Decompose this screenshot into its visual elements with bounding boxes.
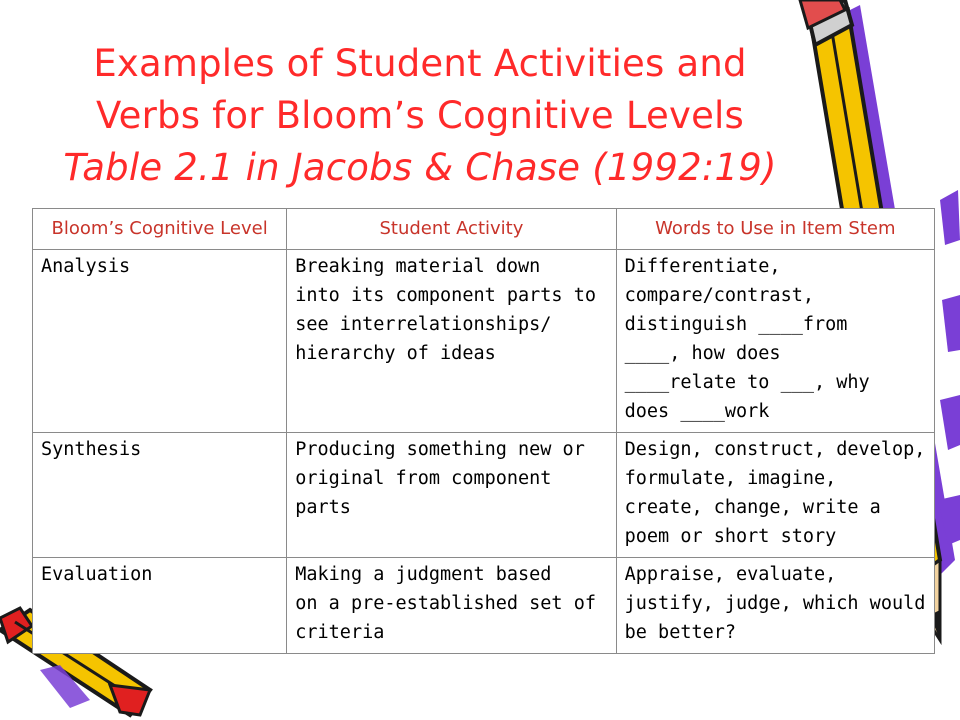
activity-cell: Breaking material down into its component parts to see interrelationships/ hierarchy of ideas (287, 250, 616, 433)
activity-cell: Producing something new or original from component parts (287, 433, 616, 558)
words-cell: Differentiate, compare/contrast, distinguish ____from ____, how does ____relate to ___, why does ____work (616, 250, 934, 433)
table-row (33, 558, 935, 654)
words-cell: Design, construct, develop, formulate, imagine, create, change, write a poem or short story (616, 433, 934, 558)
level-cell: Synthesis (33, 433, 287, 558)
title-line-3: Table 2.1 in Jacobs & Chase (1992:19) (63, 146, 777, 189)
title-line-1: Examples of Student Activities and (93, 42, 747, 85)
header-cognitive-level: Bloom’s Cognitive Level (33, 209, 287, 250)
header-words-item-stem: Words to Use in Item Stem (616, 209, 934, 250)
level-cell: Evaluation (33, 558, 287, 654)
table-row (33, 250, 935, 433)
words-cell: Appraise, evaluate, justify, judge, which would be better? (616, 558, 934, 654)
slide-title (40, 38, 800, 194)
table-row (33, 433, 935, 558)
table-header-row (33, 209, 935, 250)
bloom-table (32, 208, 935, 654)
header-student-activity: Student Activity (287, 209, 616, 250)
activity-cell: Making a judgment based on a pre-established set of criteria (287, 558, 616, 654)
title-line-2: Verbs for Bloom’s Cognitive Levels (96, 94, 744, 137)
level-cell: Analysis (33, 250, 287, 433)
